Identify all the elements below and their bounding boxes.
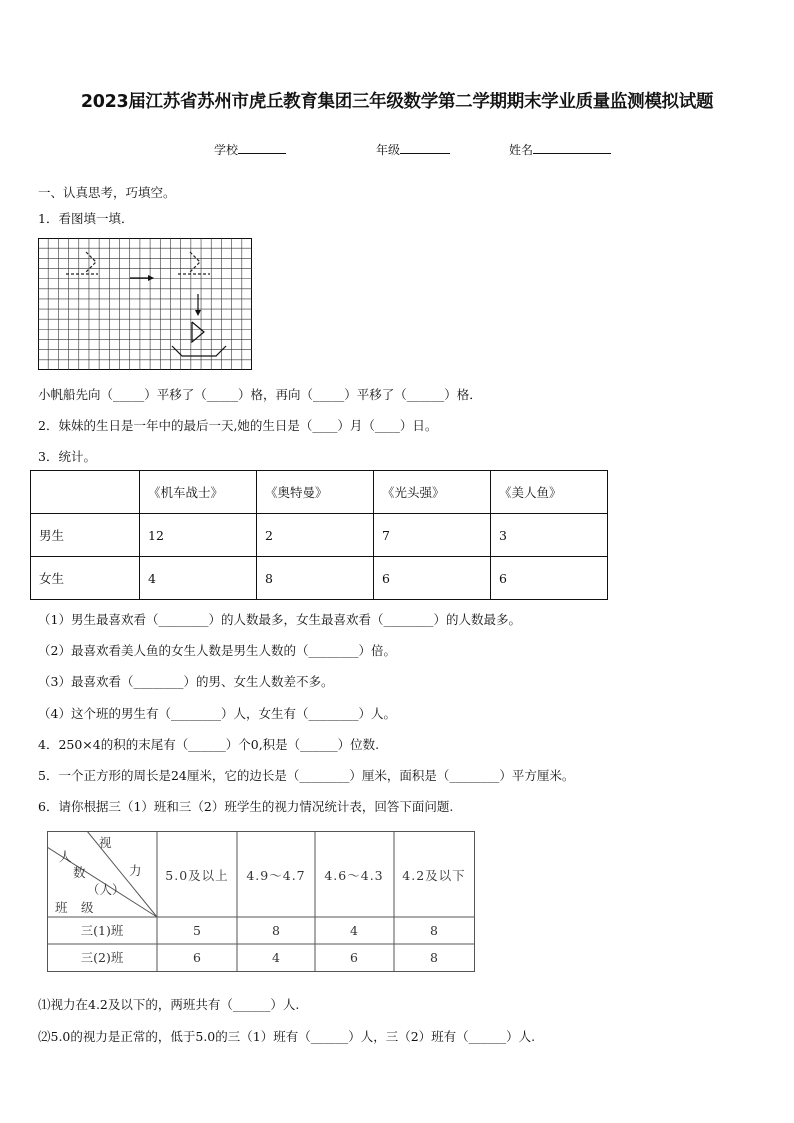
- vision-header: 4.6～4.3: [324, 868, 384, 883]
- vision-cell: 6: [193, 950, 201, 965]
- q1-label: 1．看图填一填．: [38, 211, 134, 226]
- vision-cell: 8: [430, 923, 438, 938]
- vision-cell: 4: [272, 950, 280, 965]
- corner-label-shu: 数: [73, 865, 86, 880]
- vision-row-label: 三(1)班: [80, 923, 124, 938]
- q3-sub-1: （1）男生最喜欢看（________）的人数最多，女生最喜欢看（________）的人数最多。: [38, 612, 521, 627]
- table-cell: 《奥特曼》: [257, 471, 374, 514]
- corner-label-ren-paren: （人）: [87, 882, 125, 897]
- corner-label-ban: 班: [55, 900, 68, 915]
- table-cell: 2: [257, 514, 374, 557]
- vision-header: 4.9～4.7: [246, 868, 306, 883]
- q3-sub-2: （2）最喜欢看美人鱼的女生人数是男生人数的（________）倍。: [38, 643, 396, 658]
- grade-field: [376, 141, 450, 158]
- corner-label-li: 力: [129, 863, 142, 878]
- table-row: [31, 557, 608, 600]
- q6-vision-table: [47, 831, 475, 979]
- q4-text: 4．250×4的积的末尾有（______）个0,积是（______）位数.: [38, 737, 380, 752]
- grade-blank[interactable]: [400, 141, 450, 154]
- table-cell: 《美人鱼》: [491, 471, 608, 514]
- name-blank[interactable]: [533, 141, 611, 154]
- school-blank[interactable]: [238, 141, 286, 154]
- corner-label-shi: 视: [99, 835, 112, 850]
- name-label: 姓名: [509, 143, 534, 157]
- q2-text: 2．妹妹的生日是一年中的最后一天,她的生日是（____）月（____）日。: [38, 418, 438, 433]
- table-cell: 3: [491, 514, 608, 557]
- vision-row-label: 三(2)班: [80, 950, 124, 965]
- q3-label: 3．统计。: [38, 449, 96, 464]
- vision-cell: 8: [272, 923, 280, 938]
- vision-header: 5.0及以上: [165, 868, 229, 883]
- vision-cell: 5: [193, 923, 201, 938]
- school-label: 学校: [214, 143, 239, 157]
- table-header-row: [31, 471, 608, 514]
- section-heading: 一、认真思考，巧填空。: [38, 185, 176, 200]
- q1-grid-figure: [38, 238, 252, 374]
- table-cell: [31, 471, 140, 514]
- table-cell: 女生: [31, 557, 140, 600]
- table-cell: 《光头强》: [374, 471, 491, 514]
- table-cell: 7: [374, 514, 491, 557]
- school-field: [214, 141, 286, 158]
- vision-cell: 6: [350, 950, 358, 965]
- q5-text: 5．一个正方形的周长是24厘米，它的边长是（________）厘米，面积是（________）平方厘米。: [38, 768, 575, 783]
- q3-sub-4: （4）这个班的男生有（________）人，女生有（________）人。: [38, 706, 396, 721]
- q6-label: 6．请你根据三（1）班和三（2）班学生的视力情况统计表，回答下面问题.: [38, 799, 454, 814]
- table-cell: 6: [374, 557, 491, 600]
- table-cell: 男生: [31, 514, 140, 557]
- q6-sub-1: ⑴视力在4.2及以下的，两班共有（______）人.: [38, 997, 300, 1012]
- page-title: 2023届江苏省苏州市虎丘教育集团三年级数学第二学期期末学业质量监测模拟试题: [80, 92, 714, 112]
- table-cell: 4: [140, 557, 257, 600]
- table-cell: 12: [140, 514, 257, 557]
- q3-stats-table: [30, 470, 608, 600]
- grade-label: 年级: [376, 143, 401, 157]
- q3-sub-3: （3）最喜欢看（________）的男、女生人数差不多。: [38, 674, 334, 689]
- table-cell: 8: [257, 557, 374, 600]
- q1-text: 小帆船先向（_____）平移了（_____）格，再向（_____）平移了（______）格．: [38, 387, 482, 402]
- table-cell: 《机车战士》: [140, 471, 257, 514]
- name-field: [509, 141, 611, 158]
- corner-label-ji: 级: [81, 900, 94, 915]
- vision-cell: 4: [350, 923, 358, 938]
- q6-sub-2: ⑵5.0的视力是正常的，低于5.0的三（1）班有（______）人，三（2）班有（______）人.: [38, 1029, 536, 1044]
- vision-cell: 8: [430, 950, 438, 965]
- table-row: [31, 514, 608, 557]
- corner-label-ren: 人: [59, 849, 72, 864]
- vision-header: 4.2及以下: [402, 868, 466, 883]
- table-cell: 6: [491, 557, 608, 600]
